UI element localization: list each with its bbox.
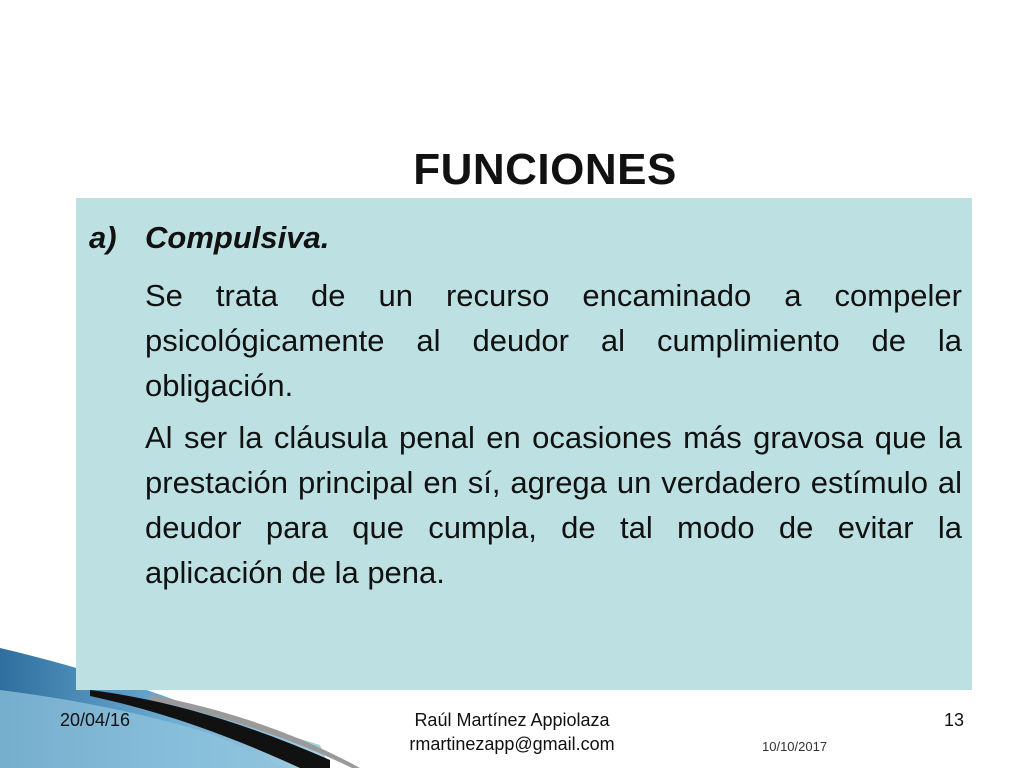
item-heading-text: Compulsiva.	[145, 220, 330, 255]
page-number: 13	[944, 710, 965, 730]
paragraph-1: Se trata de un recurso encaminado a compeler psicológicamente al deudor al cumplimiento de la obligación.	[145, 278, 962, 403]
footer-author: Raúl Martínez Appiolaza	[414, 710, 610, 730]
item-marker: a)	[89, 220, 117, 255]
footer-date: 20/04/16	[60, 710, 131, 730]
footer-secondary-date: 10/10/2017	[762, 739, 828, 754]
footer-author-block	[362, 708, 662, 756]
footer-email: rmartinezapp@gmail.com	[409, 734, 615, 754]
content-box	[76, 198, 972, 690]
paragraph-2: Al ser la cláusula penal en ocasiones más gravosa que la prestación principal en sí, agrega un verdadero estímulo al deudor para que cumpla, de tal modo de evitar la aplicación de la pena.	[145, 420, 962, 590]
slide-title: FUNCIONES	[413, 145, 677, 194]
item-heading	[89, 220, 329, 256]
